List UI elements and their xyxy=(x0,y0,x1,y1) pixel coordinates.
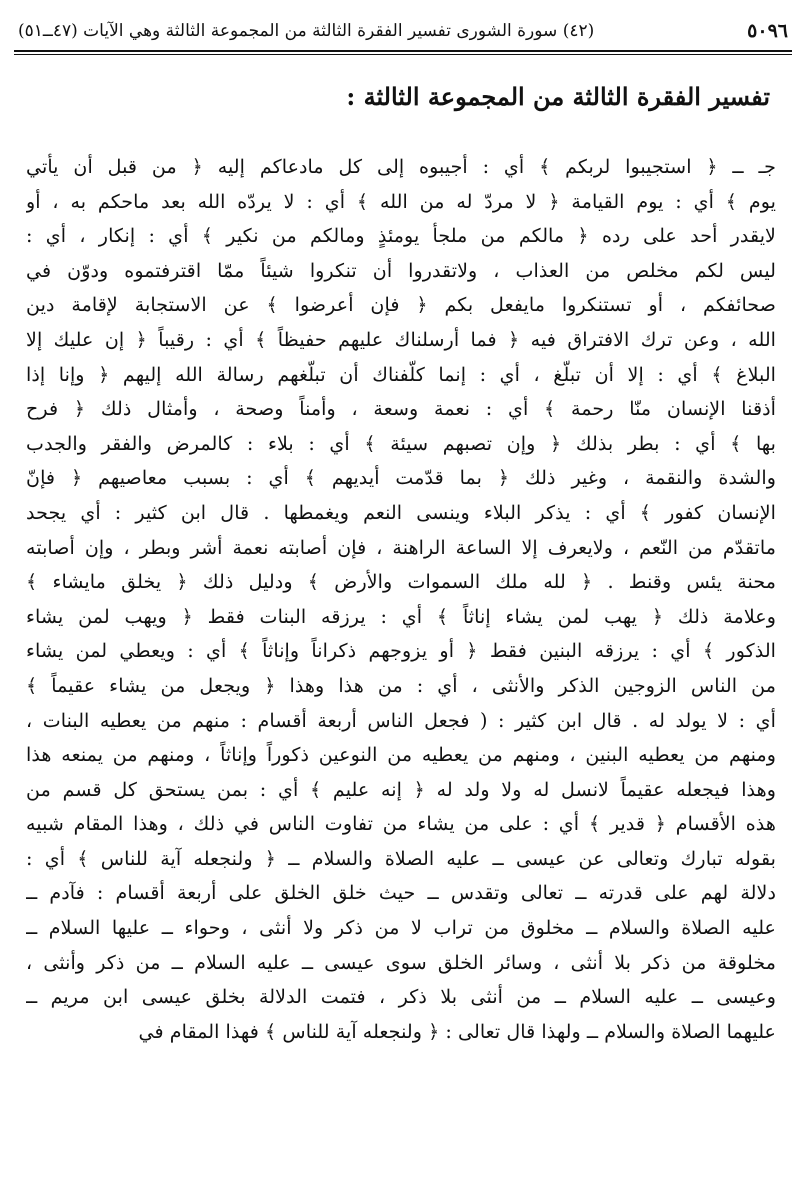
text-line: صحائفكم ، أو تستنكروا مايفعل بكم ﴿ فإن أعرضوا ﴾ عن الاستجابة لإقامة دين xyxy=(26,293,776,317)
running-title: (٤٢) سورة الشورى تفسير الفقرة الثالثة من المجموعة الثالثة وهي الآيات (٤٧ــ٥١) xyxy=(18,21,595,41)
text-line: عليه الصلاة والسلام ــ مخلوق من تراب لا من ذكر ولا أنثى ، وحواء ــ عليها السلام ــ xyxy=(26,916,776,940)
text-line: هذه الأقسام ﴿ قدير ﴾ أي : على من يشاء من تفاوت الناس في ذلك ، وهذا المقام شبيه xyxy=(26,812,776,836)
text-line: ماتقدّم من النّعم ، ولايعرف إلا الساعة الراهنة ، فإن أصابته نعمة أشر وبطر ، وإن أصابته xyxy=(26,535,776,559)
text-line: محنة يئس وقنط . ﴿ لله ملك السموات والأرض ﴾ ودليل ذلك ﴿ يخلق مايشاء ﴾ xyxy=(26,570,776,594)
text-line: بقوله تبارك وتعالى عن عيسى ــ عليه الصلاة والسلام ــ ﴿ ولنجعله آية للناس ﴾ أي : xyxy=(26,846,776,870)
text-line: يوم ﴾ أي : يوم القيامة ﴿ لا مردّ له من الله ﴾ أي : لا يردّه الله بعد ماحكم به ، أو xyxy=(26,189,776,213)
text-line: أي : لا يولد له . قال ابن كثير : ( فجعل الناس أربعة أقسام : منهم من يعطيه البنات ، xyxy=(26,708,776,732)
text-line: أذقنا الإنسان منّا رحمة ﴾ أي : نعمة وسعة ، وأمناً وصحة ، وأمثال ذلك ﴿ فرح xyxy=(26,397,776,421)
text-line: الإنسان كفور ﴾ أي : يذكر البلاء وينسى النعم ويغمطها . قال ابن كثير : أي يجحد xyxy=(26,500,776,524)
section-title: تفسير الفقرة الثالثة من المجموعة الثالثة : xyxy=(346,82,770,111)
page-number: ٥٠٩٦ xyxy=(747,20,788,42)
text-line: الله ، وعن ترك الافتراق فيه ﴿ فما أرسلناك عليهم حفيظاً ﴾ أي : رقيباً ﴿ إن عليك إلا xyxy=(26,327,776,351)
text-line: من الناس الزوجين الذكر والأنثى ، أي : من هذا وهذا ﴿ ويجعل من يشاء عقيماً ﴾ xyxy=(26,673,776,697)
text-line: لايقدر أحد على رده ﴿ مالكم من ملجأ يومئذٍ ومالكم من نكير ﴾ أي : إنكار ، أي : xyxy=(26,224,776,248)
text-line: جـ ــ ﴿ استجيبوا لربكم ﴾ أي : أجيبوه إلى كل مادعاكم إليه ﴿ من قبل أن يأتي xyxy=(26,155,776,178)
text-line: دلالة لهم على قدرته ــ تعالى وتقدس ــ حيث خلق الخلق على أربعة أقسام : فآدم ــ xyxy=(26,881,776,905)
page-header xyxy=(18,14,788,48)
text-line: مخلوقة من ذكر بلا أنثى ، وسائر الخلق سوى عيسى ــ عليه السلام ــ من ذكر وأنثى ، xyxy=(26,950,776,974)
header-rule-thin xyxy=(14,54,792,55)
text-line: وعلامة ذلك ﴿ يهب لمن يشاء إناثاً ﴾ أي : يرزقه البنات فقط ﴿ ويهب لمن يشاء xyxy=(26,604,776,628)
text-line: ليس لكم مخلص من العذاب ، ولاتقدروا أن تنكروا شيئاً ممّا اقترفتموه ودوّن في xyxy=(26,258,776,282)
header-rule xyxy=(14,50,792,52)
text-line: الذكور ﴾ أي : يرزقه البنين فقط ﴿ أو يزوجهم ذكراناً وإناثاً ﴾ أي : ويعطي لمن يشاء xyxy=(26,639,776,663)
text-line: عليهما الصلاة والسلام ــ ولهذا قال تعالى : ﴿ ولنجعله آية للناس ﴾ فهذا المقام في xyxy=(138,1019,776,1043)
text-line: البلاغ ﴾ أي : إلا أن تبلّغ ، أي : إنما كلّفناك أن تبلّغهم رسالة الله إليهم ﴿ وإنا إذا xyxy=(26,362,776,386)
text-line: وعيسى ــ عليه السلام ــ من أنثى بلا ذكر ، فتمت الدلالة بخلق عيسى ابن مريم ــ xyxy=(26,985,776,1009)
text-line: وهذا فيجعله عقيماً لانسل له ولا ولد له ﴿ إنه عليم ﴾ أي : بمن يستحق كل قسم من xyxy=(26,777,776,801)
text-line: والشدة والنقمة ، وغير ذلك ﴿ بما قدّمت أيديهم ﴾ أي : بسبب معاصيهم ﴿ فإنّ xyxy=(26,466,776,490)
text-line: بها ﴾ أي : بطر بذلك ﴿ وإن تصبهم سيئة ﴾ أي : بلاء : كالمرض والفقر والجدب xyxy=(26,431,776,455)
body-text xyxy=(26,150,776,1198)
text-line: ومنهم من يعطيه البنين ، ومنهم من يعطيه من النوعين ذكوراً وإناثاً ، ومنهم من يمنعه هذا xyxy=(26,743,776,767)
